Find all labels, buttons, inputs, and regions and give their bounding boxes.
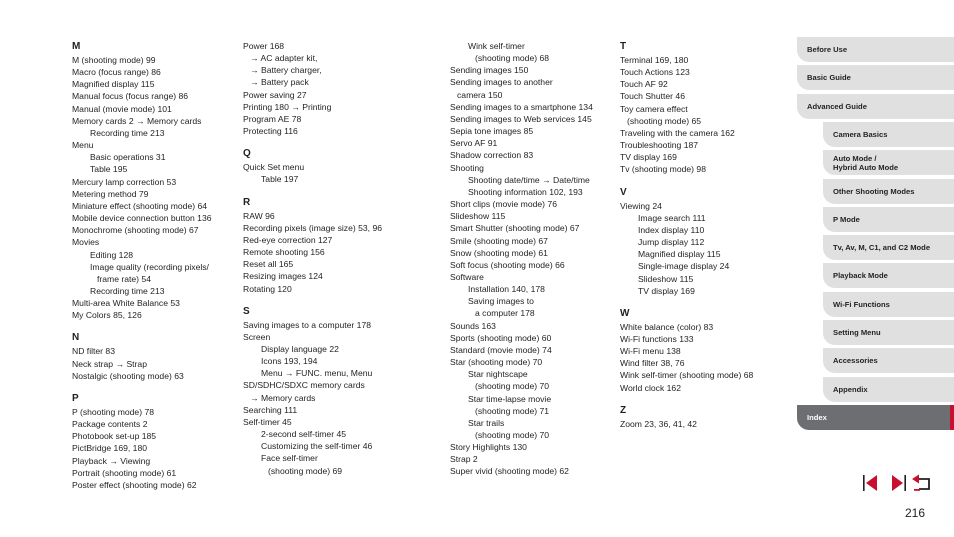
- index-column: [450, 40, 618, 478]
- next-page-icon: [887, 473, 907, 493]
- index-entry[interactable]: RAW 96: [243, 210, 275, 221]
- page-number: 216: [905, 506, 926, 520]
- index-entry[interactable]: Wind filter 38, 76: [620, 358, 685, 369]
- index-entry[interactable]: Multi-area White Balance 53: [72, 298, 180, 309]
- index-entry[interactable]: Saving images to a computer 178: [243, 319, 372, 330]
- index-entry[interactable]: Installation 140, 178: [468, 284, 545, 295]
- index-entry[interactable]: Customizing the self-timer 46: [261, 441, 373, 452]
- index-entry[interactable]: Protecting 116: [243, 126, 298, 137]
- index-letter-heading: Z: [620, 404, 627, 416]
- index-entry[interactable]: Table 195: [90, 164, 128, 175]
- index-entry[interactable]: Power saving 27: [243, 89, 307, 100]
- sidebar-item-index[interactable]: [797, 405, 954, 430]
- sidebar-item-playback-mode[interactable]: [823, 263, 954, 288]
- index-section: [450, 40, 618, 478]
- index-entry[interactable]: Magnified display 115: [72, 79, 155, 90]
- index-entry[interactable]: frame rate) 54: [97, 273, 151, 284]
- index-section: [243, 40, 443, 137]
- index-entry[interactable]: → AC adapter kit,: [250, 53, 318, 64]
- index-entry[interactable]: Touch AF 92: [620, 79, 668, 90]
- index-entry[interactable]: (shooting mode) 70: [475, 430, 550, 440]
- index-letter-heading: S: [243, 305, 250, 317]
- index-entry[interactable]: Mobile device connection button 136: [72, 213, 212, 224]
- index-section: [620, 40, 800, 176]
- index-entry[interactable]: Menu → FUNC. menu, Menu: [261, 368, 373, 379]
- index-entry[interactable]: Touch Actions 123: [620, 67, 690, 78]
- index-letter-heading: R: [243, 196, 251, 208]
- index-entry[interactable]: Sending images to Web services 145: [450, 113, 592, 124]
- sidebar-item-auto-mode-hybrid-auto-mode[interactable]: [823, 150, 954, 175]
- sidebar-item-setting-menu[interactable]: [823, 320, 954, 345]
- index-entry[interactable]: Portrait (shooting mode) 61: [72, 467, 177, 478]
- index-entry[interactable]: Wink self-timer (shooting mode) 68: [620, 370, 754, 381]
- index-entry[interactable]: Image quality (recording pixels/: [90, 261, 209, 272]
- index-entry[interactable]: Printing 180 → Printing: [243, 101, 332, 112]
- index-entry[interactable]: Jump display 112: [638, 237, 705, 248]
- index-entry[interactable]: Software: [450, 271, 484, 282]
- sidebar-item-label: Other Shooting Modes: [833, 186, 915, 196]
- sidebar-item-label: Auto Mode / Hybrid Auto Mode: [833, 153, 899, 172]
- index-entry[interactable]: a computer 178: [475, 308, 535, 319]
- index-section: [72, 331, 237, 381]
- sidebar-item-camera-basics[interactable]: [823, 122, 954, 147]
- index-entry[interactable]: Slideshow 115: [450, 211, 506, 222]
- index-entry[interactable]: Manual (movie mode) 101: [72, 103, 172, 114]
- index-entry[interactable]: Recording time 213: [90, 127, 165, 138]
- index-entry[interactable]: Rotating 120: [243, 283, 292, 294]
- index-entry[interactable]: Shooting date/time → Date/time: [468, 174, 590, 185]
- index-entry[interactable]: Touch Shutter 46: [620, 91, 685, 102]
- index-entry[interactable]: (shooting mode) 65: [627, 115, 702, 126]
- index-entry[interactable]: Image search 111: [638, 212, 706, 223]
- index-column: [72, 40, 237, 491]
- index-entry[interactable]: Zoom 23, 36, 41, 42: [620, 418, 697, 429]
- index-entry[interactable]: Sending images to a smartphone 134: [450, 101, 593, 112]
- index-entry[interactable]: Manual focus (focus range) 86: [72, 91, 189, 102]
- index-entry[interactable]: Power 168: [243, 41, 285, 51]
- index-entry[interactable]: Terminal 169, 180: [620, 55, 689, 65]
- index-entry[interactable]: Single-image display 24: [638, 261, 730, 272]
- index-entry[interactable]: Story Highlights 130: [450, 442, 527, 453]
- index-section: [620, 307, 800, 394]
- sidebar-item-p-mode[interactable]: [823, 207, 954, 232]
- index-entry[interactable]: → Battery pack: [250, 77, 309, 88]
- sidebar-item-label: Playback Mode: [833, 271, 888, 281]
- sidebar-item-basic-guide[interactable]: [797, 65, 954, 90]
- index-entry[interactable]: Toy camera effect: [620, 103, 688, 114]
- sidebar-item-label: P Mode: [833, 214, 860, 224]
- index-entry[interactable]: Troubleshooting 187: [620, 140, 699, 151]
- index-entry[interactable]: Smile (shooting mode) 67: [450, 235, 548, 246]
- index-entry[interactable]: Searching 111: [243, 404, 298, 415]
- index-entry[interactable]: World clock 162: [620, 382, 681, 393]
- index-entry[interactable]: Package contents 2: [72, 419, 148, 430]
- index-entry[interactable]: Sending images 150: [450, 65, 529, 76]
- index-entry[interactable]: Traveling with the camera 162: [620, 127, 735, 138]
- sidebar-item-label: Before Use: [807, 45, 848, 54]
- index-entry[interactable]: Shooting information 102, 193: [468, 186, 583, 197]
- sidebar-item-label: Basic Guide: [807, 73, 851, 83]
- index-entry[interactable]: Movies: [72, 237, 100, 248]
- sidebar-item-label: Wi-Fi Functions: [833, 299, 890, 309]
- index-entry[interactable]: Photobook set-up 185: [72, 431, 157, 442]
- index-entry[interactable]: TV display 169: [638, 285, 695, 296]
- index-entry[interactable]: My Colors 85, 126: [72, 310, 142, 321]
- return-icon: [911, 473, 933, 493]
- index-entry[interactable]: Viewing 24: [620, 200, 662, 211]
- index-entry[interactable]: Servo AF 91: [450, 138, 498, 149]
- index-entry[interactable]: → Battery charger,: [250, 65, 322, 76]
- index-entry[interactable]: TV display 169: [620, 152, 677, 163]
- index-entry[interactable]: Star nightscape: [468, 369, 528, 380]
- index-section: [620, 186, 800, 297]
- prev-page-icon: [862, 473, 882, 493]
- index-letter-heading: Q: [243, 148, 251, 160]
- index-entry[interactable]: camera 150: [457, 89, 503, 100]
- index-section: [243, 147, 443, 185]
- index-entry[interactable]: Index display 110: [638, 224, 705, 235]
- sidebar-item-other-shooting-modes[interactable]: [823, 179, 954, 204]
- index-entry[interactable]: Playback → Viewing: [72, 455, 151, 466]
- index-entry[interactable]: Shooting: [450, 162, 484, 173]
- sidebar-item-before-use[interactable]: [797, 37, 954, 62]
- index-section: [243, 196, 443, 295]
- index-section: [620, 404, 800, 430]
- index-entry[interactable]: ND filter 83: [72, 346, 115, 357]
- index-entry[interactable]: Slideshow 115: [638, 273, 694, 284]
- index-letter-heading: P: [72, 392, 79, 404]
- sidebar-item-advanced-guide[interactable]: [797, 94, 954, 119]
- index-entry[interactable]: Poster effect (shooting mode) 62: [72, 479, 197, 490]
- index-entry[interactable]: Magnified display 115: [638, 249, 721, 260]
- sidebar-item-label: Index: [807, 412, 827, 422]
- index-entry[interactable]: Strap 2: [450, 454, 478, 465]
- index-entry[interactable]: Star time-lapse movie: [468, 393, 552, 404]
- index-entry[interactable]: Icons 193, 194: [261, 356, 318, 367]
- index-entry[interactable]: Reset all 165: [243, 259, 294, 270]
- index-entry[interactable]: Smart Shutter (shooting mode) 67: [450, 223, 580, 234]
- index-column: [620, 40, 800, 430]
- index-letter-heading: M: [72, 41, 81, 52]
- index-entry[interactable]: Snow (shooting mode) 61: [450, 247, 548, 258]
- index-entry[interactable]: Resizing images 124: [243, 271, 323, 282]
- index-section: [72, 40, 237, 321]
- index-entry[interactable]: (shooting mode) 69: [268, 465, 343, 476]
- index-entry[interactable]: White balance (color) 83: [620, 321, 714, 332]
- index-entry[interactable]: PictBridge 169, 180: [72, 443, 148, 454]
- index-entry[interactable]: Nostalgic (shooting mode) 63: [72, 370, 184, 381]
- index-entry[interactable]: Wi-Fi functions 133: [620, 333, 694, 344]
- index-entry[interactable]: Program AE 78: [243, 113, 302, 124]
- index-entry[interactable]: Shadow correction 83: [450, 150, 534, 161]
- index-entry[interactable]: Sports (shooting mode) 60: [450, 332, 552, 343]
- index-entry[interactable]: Table 197: [261, 174, 299, 185]
- index-entry[interactable]: Recording pixels (image size) 53, 96: [243, 222, 382, 233]
- index-entry[interactable]: Short clips (movie mode) 76: [450, 199, 557, 210]
- index-entry[interactable]: M (shooting mode) 99: [72, 55, 156, 65]
- sidebar-item-label: Setting Menu: [833, 328, 881, 337]
- index-entry[interactable]: Remote shooting 156: [243, 247, 325, 258]
- index-entry[interactable]: SD/SDHC/SDXC memory cards: [243, 380, 365, 391]
- index-entry[interactable]: Macro (focus range) 86: [72, 67, 161, 78]
- index-entry[interactable]: Super vivid (shooting mode) 62: [450, 466, 569, 477]
- next-page-button[interactable]: [886, 472, 908, 494]
- sidebar-item-accessories[interactable]: [823, 348, 954, 373]
- index-entry[interactable]: Sounds 163: [450, 320, 496, 331]
- sidebar-item-label: Appendix: [833, 384, 868, 394]
- index-entry[interactable]: Soft focus (shooting mode) 66: [450, 259, 565, 270]
- index-column: [243, 40, 443, 477]
- index-entry[interactable]: Miniature effect (shooting mode) 64: [72, 200, 208, 211]
- index-letter-heading: T: [620, 41, 627, 52]
- index-entry[interactable]: Mercury lamp correction 53: [72, 176, 177, 187]
- sidebar-item-label: Tv, Av, M, C1, and C2 Mode: [833, 243, 931, 253]
- index-entry[interactable]: Self-timer 45: [243, 416, 292, 427]
- index-entry[interactable]: Display language 22: [261, 343, 339, 354]
- index-entry[interactable]: Wink self-timer: [468, 41, 525, 51]
- index-letter-heading: N: [72, 332, 80, 344]
- index-letter-heading: V: [620, 186, 627, 198]
- index-entry[interactable]: Metering method 79: [72, 188, 149, 199]
- sidebar-item-wi-fi-functions[interactable]: [823, 292, 954, 317]
- index-entry[interactable]: Tv (shooting mode) 98: [620, 164, 706, 175]
- index-section: [243, 305, 443, 477]
- index-entry[interactable]: Sending images to another: [450, 77, 553, 88]
- index-entry[interactable]: Memory cards 2 → Memory cards: [72, 115, 202, 126]
- index-entry[interactable]: Quick Set menu: [243, 162, 305, 173]
- sidebar-item-label: Accessories: [833, 356, 878, 366]
- index-entry[interactable]: Standard (movie mode) 74: [450, 344, 552, 355]
- prev-page-button[interactable]: [861, 472, 883, 494]
- index-letter-heading: W: [620, 307, 630, 319]
- index-entry[interactable]: Face self-timer: [261, 453, 318, 464]
- index-entry[interactable]: (shooting mode) 68: [475, 53, 550, 64]
- index-entry[interactable]: Menu: [72, 140, 94, 151]
- index-entry[interactable]: (shooting mode) 70: [475, 381, 550, 392]
- sidebar-item-tv-av-m-c1-and-c2-mode[interactable]: [823, 235, 954, 260]
- index-section: [72, 392, 237, 491]
- return-button[interactable]: [911, 472, 933, 494]
- index-entry[interactable]: (shooting mode) 71: [475, 405, 550, 416]
- index-entry[interactable]: Saving images to: [468, 296, 534, 307]
- sidebar-item-appendix[interactable]: [823, 377, 954, 402]
- index-entry[interactable]: Neck strap → Strap: [72, 358, 147, 369]
- index-entry[interactable]: 2-second self-timer 45: [261, 429, 347, 440]
- index-entry[interactable]: Star trails: [468, 417, 505, 428]
- index-entry[interactable]: Recording time 213: [90, 285, 165, 296]
- index-entry[interactable]: Monochrome (shooting mode) 67: [72, 225, 199, 236]
- index-entry[interactable]: Editing 128: [90, 249, 134, 260]
- index-entry[interactable]: Star (shooting mode) 70: [450, 357, 543, 368]
- index-entry[interactable]: Wi-Fi menu 138: [620, 346, 681, 357]
- sidebar-item-label: Advanced Guide: [807, 101, 867, 111]
- sidebar-item-label: Camera Basics: [833, 129, 888, 139]
- index-entry[interactable]: Sepia tone images 85: [450, 126, 534, 137]
- index-entry[interactable]: Basic operations 31: [90, 152, 166, 163]
- index-entry[interactable]: Red-eye correction 127: [243, 234, 333, 245]
- index-entry[interactable]: P (shooting mode) 78: [72, 406, 155, 417]
- index-entry[interactable]: → Memory cards: [250, 392, 316, 403]
- index-entry[interactable]: Screen: [243, 331, 271, 342]
